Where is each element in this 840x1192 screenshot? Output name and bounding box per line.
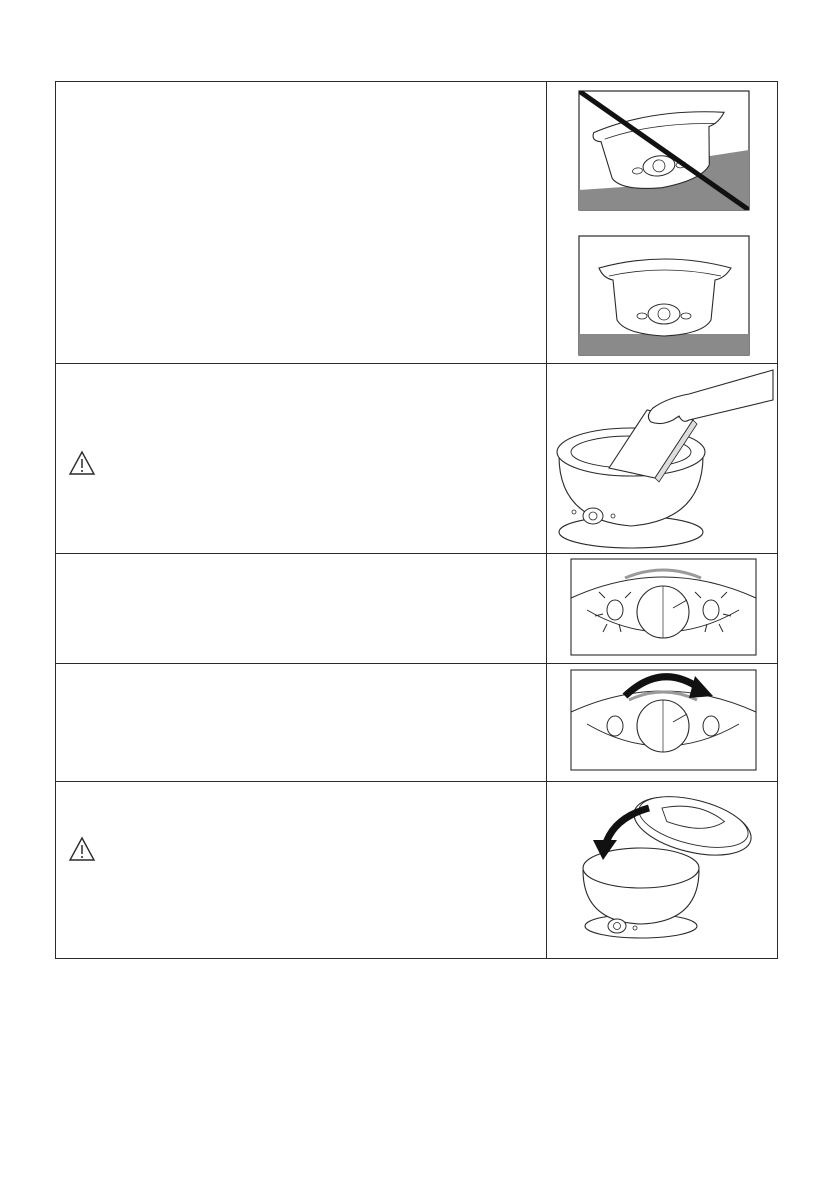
instruction-table — [55, 81, 778, 959]
step-illustration-cell — [547, 82, 777, 363]
step-row-turn-dial — [56, 664, 777, 782]
step-row-indicator-lights — [56, 554, 777, 664]
step-illustration-cell — [547, 664, 777, 781]
warning-triangle-icon — [68, 836, 96, 862]
step-illustration-cell — [547, 364, 777, 553]
replace-lid-illustration — [547, 782, 778, 958]
step-row-level-surface — [56, 82, 777, 364]
wax-insert-illustration — [547, 364, 778, 554]
warning-triangle-icon — [68, 450, 96, 476]
step-text-cell — [56, 782, 547, 958]
step-illustration-cell — [547, 782, 777, 958]
step-row-replace-lid — [56, 782, 777, 958]
turn-dial-illustration — [547, 664, 778, 782]
step-illustration-cell — [547, 554, 777, 663]
step-text-cell — [56, 664, 547, 781]
step-text-cell — [56, 82, 547, 363]
indicator-lights-illustration — [547, 554, 778, 664]
step-text-cell — [56, 364, 547, 553]
step-text-cell — [56, 554, 547, 663]
uneven-surface-illustration — [547, 82, 778, 364]
step-row-insert-wax — [56, 364, 777, 554]
